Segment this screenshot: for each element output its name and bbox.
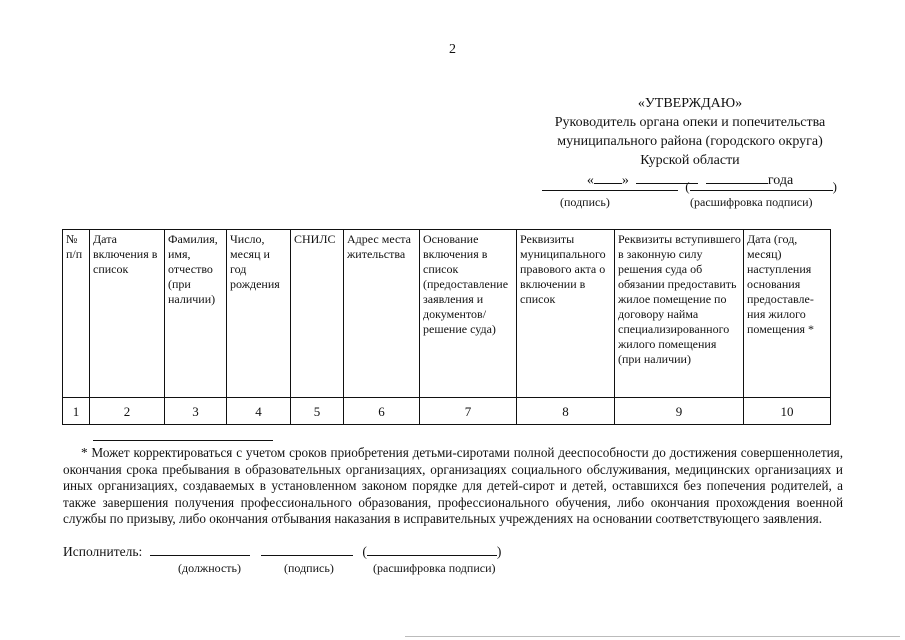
executor-signature-blank[interactable] — [261, 543, 353, 556]
approval-block — [540, 94, 840, 190]
header-cell-act-details: Реквизиты муниципального правового акта о включении в список — [517, 230, 615, 398]
number-cell: 8 — [517, 398, 615, 425]
number-cell: 9 — [615, 398, 744, 425]
date-suffix: года — [767, 173, 794, 188]
register-table — [62, 229, 831, 425]
date-open-quote: « — [586, 173, 594, 188]
header-cell-court-decision: Реквизиты вступившего в законную силу решения суда об обязании предоставить жилое помещение по договору найма специализированного жилого помещения (при наличии) — [615, 230, 744, 398]
approval-paren-open: ( — [685, 179, 690, 194]
number-cell: 7 — [420, 398, 517, 425]
executor-decode-blank[interactable] — [367, 543, 497, 556]
number-cell: 2 — [90, 398, 165, 425]
date-close-quote: » — [621, 173, 629, 188]
number-cell: 10 — [744, 398, 831, 425]
footnote-text — [63, 445, 843, 528]
approval-line-1: Руководитель органа опеки и попечительства — [554, 115, 826, 130]
header-cell-birth-date: Число, месяц и год рождения — [227, 230, 291, 398]
executor-label: Исполнитель: — [63, 544, 143, 559]
executor-decode-caption: (расшифровка подписи) — [373, 561, 496, 575]
executor-line — [63, 543, 501, 560]
approval-signature-blank[interactable] — [542, 178, 678, 191]
header-cell-inclusion-date: Дата включения в список — [90, 230, 165, 398]
header-cell-snils: СНИЛС — [291, 230, 344, 398]
number-cell: 4 — [227, 398, 291, 425]
number-cell: 3 — [165, 398, 227, 425]
header-cell-address: Адрес места жительства — [344, 230, 420, 398]
approval-signature-line — [542, 178, 837, 195]
executor-paren-close: ) — [496, 544, 502, 559]
executor-position-blank[interactable] — [150, 543, 250, 556]
approval-paren-close: ) — [832, 179, 837, 194]
number-cell: 5 — [291, 398, 344, 425]
number-cell: 1 — [63, 398, 90, 425]
number-cell: 6 — [344, 398, 420, 425]
approval-decode-blank[interactable] — [690, 178, 833, 191]
header-cell-full-name: Фамилия, имя, отчество (при наличии) — [165, 230, 227, 398]
approval-title: «УТВЕРЖДАЮ» — [637, 96, 743, 111]
executor-position-caption: (должность) — [178, 561, 241, 575]
footnote-body: * Может корректироваться с учетом сроков приобретения детьми-сиротами полной дееспособности до достижения совершеннолетия, окончания срока пребывания в образовательных организациях, организациях социального обслуживания, медицинских организациях и иных организациях, создаваемых в установленном законом порядке для детей-сирот и детей, оставшихся без попечения родителей, а также завершения получения профессионального образования, профессионального обучения, либо окончания прохождения военной службы по призыву, либо окончания отбывания наказания в исправительных учреждениях на основании соответствующего заявления. — [63, 445, 843, 526]
header-cell-number: № п/п — [63, 230, 90, 398]
executor-paren-open: ( — [362, 544, 367, 559]
header-cell-basis: Основание включения в список (предоставление заявления и документов/ решение суда) — [420, 230, 517, 398]
header-cell-provision-date: Дата (год, месяц) наступления основания предоставле-ния жилого помещения * — [744, 230, 831, 398]
approval-line-2: муниципального района (городского округа) — [557, 134, 823, 149]
approval-signature-caption: (подпись) — [560, 195, 610, 209]
footnote-rule — [93, 440, 273, 441]
table-number-row — [63, 398, 831, 425]
executor-signature-caption: (подпись) — [284, 561, 334, 575]
approval-line-3: Курской области — [640, 153, 740, 168]
table-header-row — [63, 230, 831, 398]
page-number: 2 — [449, 42, 456, 57]
approval-decode-caption: (расшифровка подписи) — [690, 195, 813, 209]
scan-edge-line — [405, 636, 900, 637]
